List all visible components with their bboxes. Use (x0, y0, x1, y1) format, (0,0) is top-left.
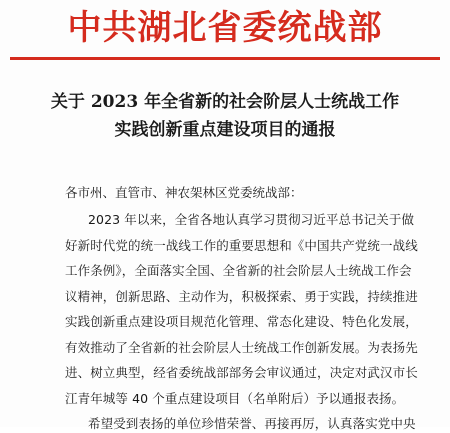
document-title-line-1: 关于 2023 年全省新的社会阶层人士统战工作 (50, 92, 400, 112)
body-paragraph-line: 江青年城等 40 个重点建设项目（名单附后）予以通报表扬。 (65, 391, 405, 406)
body-paragraph-line: 工作条例》，全面落实全国、全省新的社会阶层人士统战工作会 (65, 263, 412, 278)
body-paragraph-line: 有效推动了全省新的社会阶层人士统战工作创新发展。为表扬先 (65, 340, 418, 355)
header-red-rule (10, 57, 440, 60)
body-paragraph-line: 希望受到表扬的单位珍惜荣誉、再接再厉，认真落实党中央 (88, 416, 416, 431)
issuer-header: 中共湖北省委统战部 (67, 8, 383, 48)
salutation: 各市州、直管市、神农架林区党委统战部： (65, 185, 303, 200)
body-paragraph-line: 实践创新重点建设项目规范化管理、常态化建设、特色化发展， (65, 314, 418, 329)
body-paragraph-line: 好新时代党的统一战线工作的重要思想和《中国共产党统一战线 (65, 238, 418, 253)
body-paragraph-line: 议精神，创新思路、主动作为，积极探索、勇于实践，持续推进 (65, 289, 418, 304)
body-paragraph-line: 2023 年以来，全省各地认真学习贯彻习近平总书记关于做 (88, 212, 415, 227)
body-paragraph-line: 进、树立典型，经省委统战部部务会审议通过，决定对武汉市长 (65, 365, 418, 380)
document-title-line-2: 实践创新重点建设项目的通报 (114, 120, 336, 140)
